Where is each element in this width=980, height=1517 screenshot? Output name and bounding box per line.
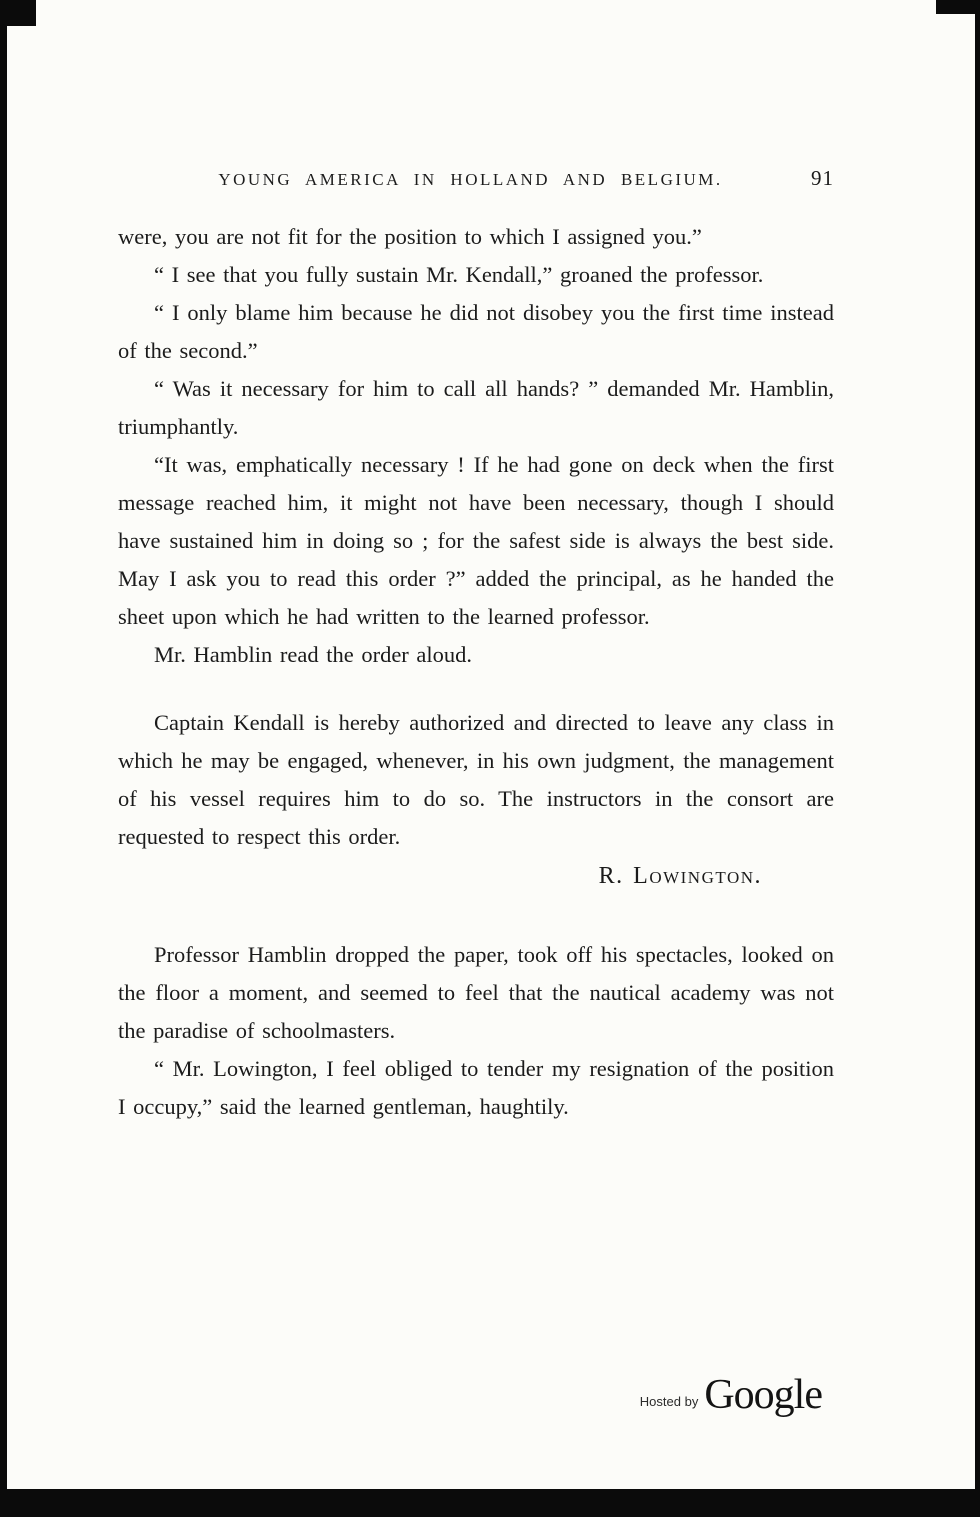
- paragraph: Mr. Hamblin read the order aloud.: [154, 642, 473, 667]
- paragraph: Professor Hamblin dropped the paper, took off his spectacles, looked on the floor a moment, and seemed to feel that the nautical academy was not the paradise of schoolmasters.: [118, 942, 834, 1043]
- quoted-order-letter: [118, 704, 834, 896]
- scan-edge-left: [0, 0, 7, 1517]
- scan-edge-bottom: [0, 1489, 980, 1517]
- scan-corner-top-left: [0, 0, 36, 26]
- letter-signature: R. Lowington.: [598, 863, 762, 889]
- google-logo: Google: [704, 1372, 822, 1418]
- closing-paragraphs: [118, 936, 834, 1126]
- letter-body: Captain Kendall is hereby authorized and directed to leave any class in which he may be engaged, whenever, in his own judgment, the management of his vessel requires him to do so. The instructors in the consort are requested to respect this order.: [118, 710, 834, 849]
- book-title-header: YOUNG AMERICA IN HOLLAND AND BELGIUM.: [218, 170, 723, 189]
- paragraph: “ Was it necessary for him to call all hands? ” demanded Mr. Hamblin, triumphantly.: [118, 376, 834, 439]
- paragraph: “ I only blame him because he did not disobey you the first time instead of the second.”: [118, 300, 834, 363]
- page-text-block: [118, 218, 834, 1126]
- page-number: 91: [811, 166, 834, 190]
- scan-edge-right: [975, 0, 980, 1517]
- running-head: [118, 166, 834, 191]
- paragraph: “ Mr. Lowington, I feel obliged to tender my resignation of the position I occupy,” said the learned gentleman, haughtily.: [118, 1056, 834, 1119]
- hosted-by-label: Hosted by: [639, 1393, 699, 1409]
- paragraph: “ I see that you fully sustain Mr. Kendall,” groaned the professor.: [154, 262, 764, 287]
- scan-corner-top-right: [936, 0, 980, 14]
- hosted-by-google-watermark: [640, 1374, 822, 1416]
- paragraph: were, you are not fit for the position to which I assigned you.”: [118, 224, 702, 249]
- paragraph: “It was, emphatically necessary ! If he had gone on deck when the first message reached him, it might not have been necessary, though I should have sustained him in doing so ; for the safest side is always the best side. May I ask you to read this order ?” added the principal, as he handed the sheet upon which he had written to the learned professor.: [118, 452, 834, 629]
